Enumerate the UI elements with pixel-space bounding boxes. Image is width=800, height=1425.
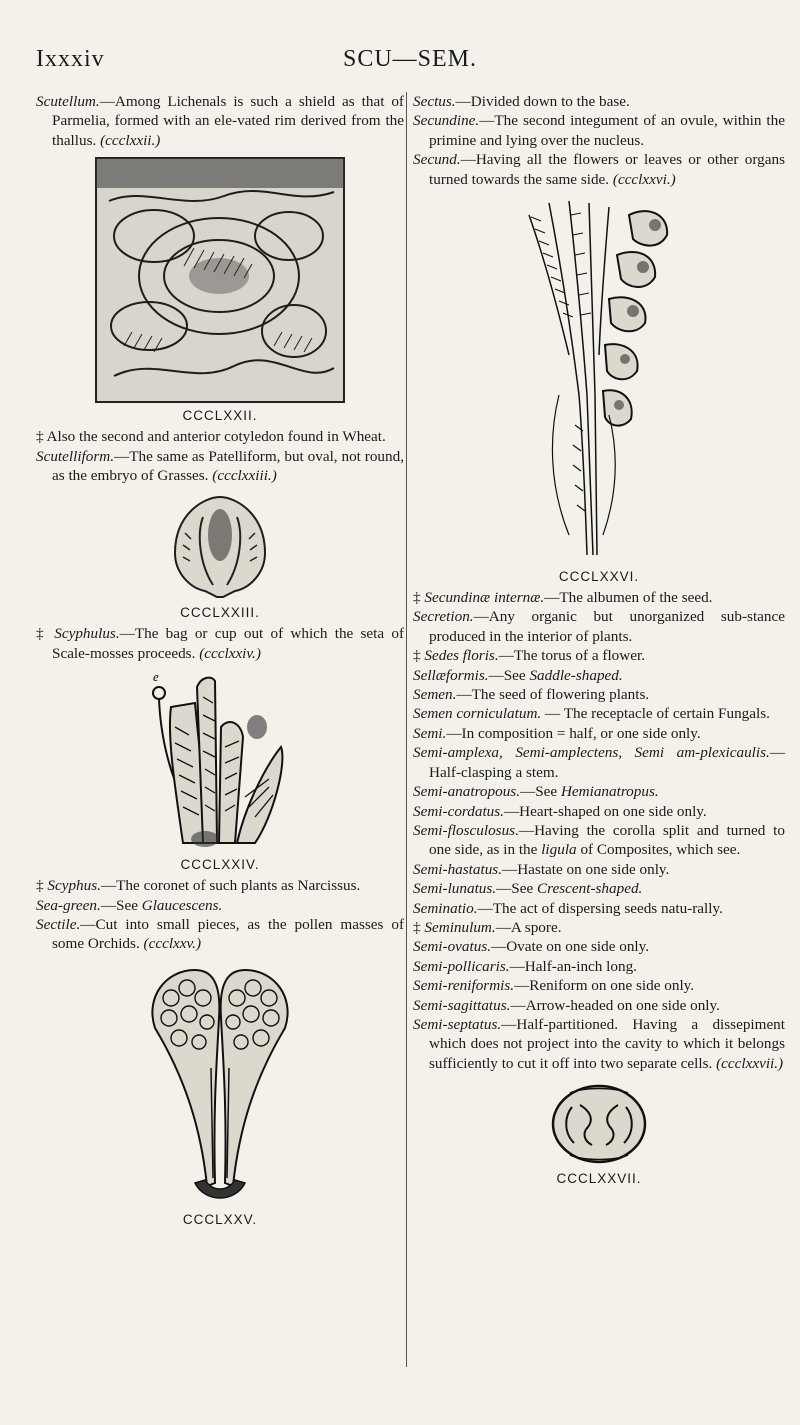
- entry-secund: Secund.—Having all the flowers or leaves or other organs turned towards the same side. (ccclxxvi.): [413, 151, 785, 188]
- column-divider: [406, 92, 407, 1367]
- secund-flowers-illustration: [509, 195, 689, 565]
- lichen-shield-illustration: [94, 156, 346, 404]
- figure-ccclxxiii: [36, 493, 404, 620]
- entry-secundine: Secundine.—The second integument of an ovule, within the primine and lying over the nucleus.: [413, 112, 785, 149]
- figure-caption: CCCLXXIV.: [180, 857, 260, 873]
- entry-semi-hastatus: Semi-hastatus.—Hastate on one side only.: [413, 860, 670, 878]
- figure-caption: CCCLXXVII.: [556, 1171, 642, 1187]
- grass-embryo-illustration: [165, 493, 275, 601]
- figure-ccclxxiv: [36, 667, 404, 872]
- entry-scutellum-wheat: ‡ Also the second and anterior cotyledon found in Wheat.: [36, 428, 386, 446]
- entry-semi-pollicaris: Semi-pollicaris.—Half-an-inch long.: [413, 957, 637, 975]
- scale-moss-illustration: [145, 667, 295, 853]
- entry-sea-green: Sea-green.—See Glaucescens.: [36, 896, 223, 914]
- entry-semi-septatus: Semi-septatus.—Half-partitioned. Having a dissepiment which does not project into the cavity to which it belongs sufficiently to cut it off into two separate cells. (ccclxxvii.): [413, 1015, 785, 1072]
- entry-secretion: Secretion.—Any organic but unorganized sub-stance produced in the interior of plants.: [413, 608, 785, 645]
- entry-semi-sagittatus: Semi-sagittatus.—Arrow-headed on one side only.: [413, 996, 720, 1014]
- right-column: [413, 92, 785, 1190]
- figure-ccclxxvi: [413, 195, 785, 584]
- entry-semi-ovatus: Semi-ovatus.—Ovate on one side only.: [413, 938, 650, 956]
- entry-secundinae-internae: ‡ Secundinæ internæ.—The albumen of the seed.: [413, 589, 713, 607]
- entry-sectile: Sectile.—Cut into small pieces, as the pollen masses of some Orchids. (ccclxxv.): [36, 916, 404, 953]
- entry-scutellum: Scutellum.—Among Lichenals is such a shield as that of Parmelia, formed with an ele-vated rim derived from the thallus. (ccclxxii.): [36, 93, 404, 149]
- figure-ccclxxvii: [413, 1081, 785, 1186]
- entry-scyphus: ‡ Scyphus.—The coronet of such plants as Narcissus.: [36, 877, 361, 895]
- figure-caption: CCCLXXV.: [182, 1211, 258, 1227]
- half-partitioned-ovary-illustration: [544, 1081, 654, 1167]
- entry-semen-corniculatum: Semen corniculatum. — The receptacle of certain Fungals.: [413, 705, 770, 723]
- entry-semi: Semi.—In composition = half, or one side only.: [413, 724, 701, 742]
- entry-sellaeformis: Sellæformis.—See Saddle-shaped.: [413, 666, 623, 684]
- orchid-pollen-masses-illustration: [135, 958, 305, 1208]
- running-head: SCU—SEM.: [342, 46, 478, 72]
- left-column: [36, 92, 404, 1231]
- entry-seminulum: ‡ Seminulum.—A spore.: [413, 918, 562, 936]
- figure-caption: CCCLXXIII.: [180, 605, 260, 621]
- entry-seminatio: Seminatio.—The act of dispersing seeds natu-rally.: [413, 899, 723, 917]
- entry-semi-reniformis: Semi-reniformis.—Reniform on one side only.: [413, 977, 695, 995]
- page-number: Ixxxiv: [36, 46, 105, 72]
- entry-semi-lunatus: Semi-lunatus.—See Crescent-shaped.: [413, 880, 643, 898]
- figure-caption: CCCLXXVI.: [558, 569, 640, 585]
- entry-semi-cordatus: Semi-cordatus.—Heart-shaped on one side only.: [413, 802, 707, 820]
- entry-semi-amplexa: Semi-amplexa, Semi-amplectens, Semi am-plexicaulis.—Half-clasping a stem.: [413, 744, 785, 781]
- entry-sedes-floris: ‡ Sedes floris.—The torus of a flower.: [413, 647, 645, 665]
- page-header: [36, 46, 784, 76]
- entry-scutelliform: Scutelliform.—The same as Patelliform, but oval, not round, as the embryo of Grasses. (ccclxxiii.): [36, 447, 404, 485]
- entry-semi-flosculosus: Semi-flosculosus.—Having the corolla split and turned to one side, as in the ligula of Composites, which see.: [413, 821, 785, 859]
- entry-scyphulus: ‡ Scyphulus.—The bag or cup out of which the seta of Scale-mosses proceeds. (ccclxxiv.): [36, 625, 405, 662]
- figure-letter-label: e: [153, 669, 159, 685]
- entry-semi-anatropous: Semi-anatropous.—See Hemianatropus.: [413, 783, 659, 801]
- figure-ccclxxv: [36, 958, 404, 1227]
- entry-semen: Semen.—The seed of flowering plants.: [413, 686, 650, 704]
- entry-sectus: Sectus.—Divided down to the base.: [413, 93, 630, 110]
- figure-ccclxxii: [36, 156, 404, 423]
- figure-caption: CCCLXXII.: [182, 408, 258, 424]
